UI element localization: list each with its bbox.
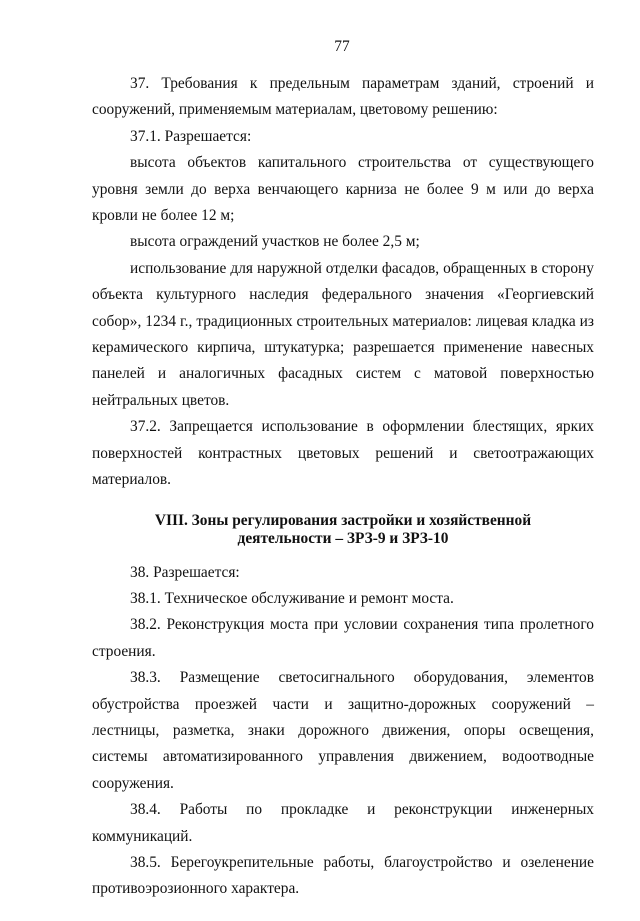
paragraph-37-2: 37.2. Запрещается использование в оформлении блестящих, ярких поверхностей контрастных цветовых решений и светоотражающих материалов. — [92, 418, 594, 489]
paragraph-38-2: 38.2. Реконструкция моста при условии сохранения типа пролетного строения. — [92, 616, 594, 660]
paragraph-38-4: 38.4. Работы по прокладке и реконструкции инженерных коммуникаций. — [92, 801, 594, 845]
paragraph-37: 37. Требования к предельным параметрам зданий, строений и сооружений, применяемым материалам, цветовому решению: — [92, 75, 594, 119]
paragraph-38-1: 38.1. Техническое обслуживание и ремонт моста. — [130, 589, 454, 607]
section-heading — [92, 512, 594, 548]
paragraph-height-objects: высота объектов капитального строительства от существующего уровня земли до верха венчающего карниза не более 9 м или до верха кровли не более 12 м; — [92, 154, 594, 225]
section-heading-line-1: VIII. Зоны регулирования застройки и хозяйственной — [154, 511, 532, 529]
paragraph-height-fences: высота ограждений участков не более 2,5 м; — [130, 233, 420, 251]
paragraph-38-5: 38.5. Берегоукрепительные работы, благоустройство и озеленение противоэрозионного характера. — [92, 853, 594, 898]
page-number: 77 — [334, 38, 350, 55]
paragraph-38: 38. Разрешается: — [130, 563, 240, 581]
paragraph-38-3: 38.3. Размещение светосигнального оборудования, элементов обустройства проезжей части и защитно-дорожных сооружений – лестницы, разметка, знаки дорожного движения, опоры освещения, системы автоматизированного управления движением, водоотводные сооружения. — [92, 669, 594, 792]
paragraph-facade-materials: использование для наружной отделки фасадов, обращенных в сторону объекта культурного наследия федерального значения «Георгиевский собор», 1234 г., традиционных строительных материалов: лицевая кладка из керамического кирпича, штукатурка; разрешается применение навесных панелей и аналогичных фасадных систем с матовой поверхностью нейтральных цветов. — [92, 259, 594, 409]
paragraph-37-1: 37.1. Разрешается: — [130, 127, 252, 145]
section-heading-line-2: деятельности – ЗРЗ-9 и ЗРЗ-10 — [237, 529, 449, 547]
